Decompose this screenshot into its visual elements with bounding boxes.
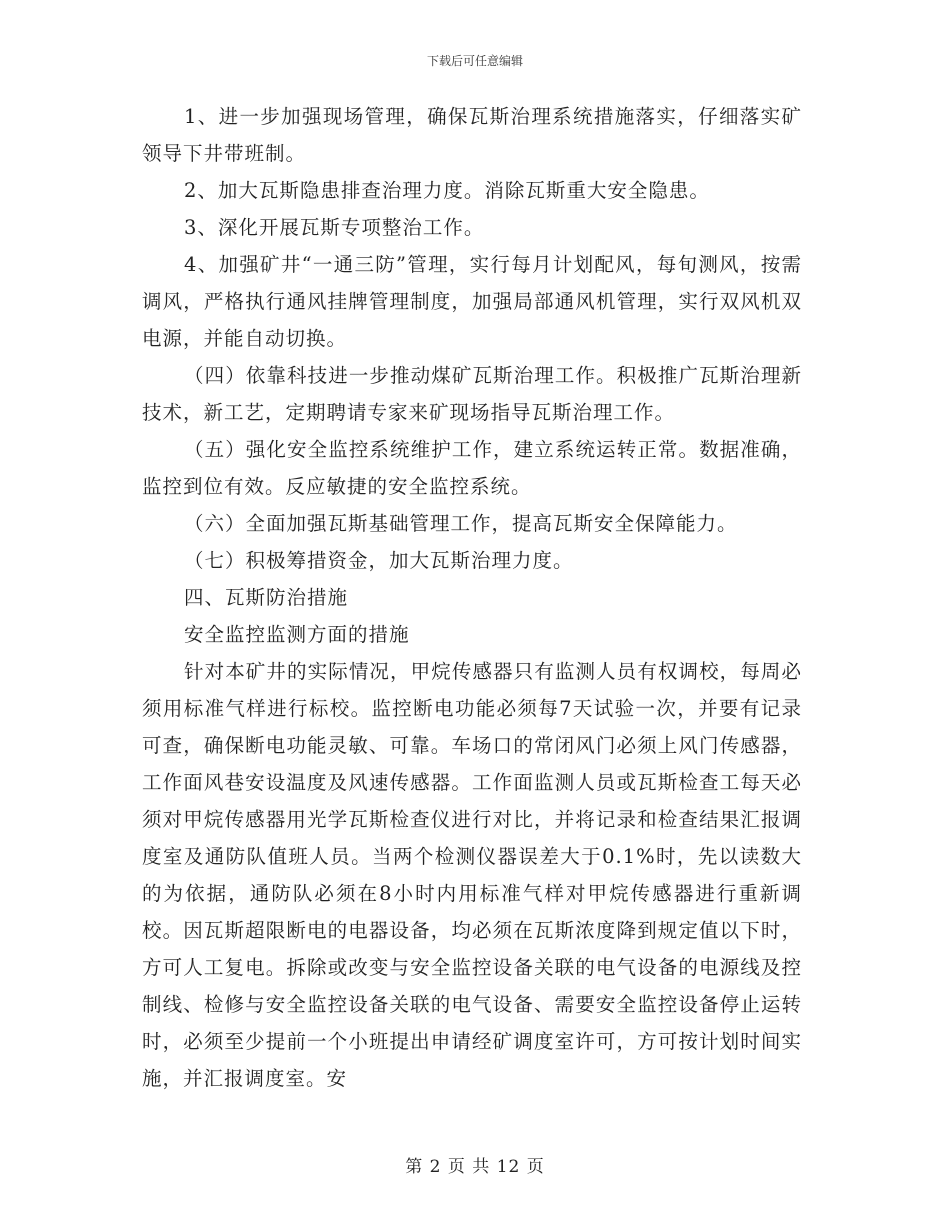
paragraph-item-4: 4、加强矿井“一通三防”管理，实行每月计划配风，每旬测风，按需调风，严格执行通风挂牌管理制度，加强局部通风机管理，实行双风机双电源，并能自动切换。 xyxy=(142,253,802,350)
header-note: 下载后可任意编辑 xyxy=(426,54,523,68)
paragraph-monitoring-measures: 针对本矿井的实际情况，甲烷传感器只有监测人员有权调校，每周必须用标准气样进行标校。监控断电功能必须每7天试验一次，并要有记录可查，确保断电功能灵敏、可靠。车场口的常闭风门必须上风门传感器，工作面风巷安设温度及风速传感器。工作面监测人员或瓦斯检查工每天必须对甲烷传感器用光学瓦斯检查仪进行对比，并将记录和检查结果汇报调度室及通防队值班人员。当两个检测仪器误差大于0.1%时，先以读数大的为依据，通防队必须在8小时内用标准气样对甲烷传感器进行重新调校。因瓦斯超限断电的电器设备，均必须在瓦斯浓度降到规定值以下时，方可人工复电。拆除或改变与安全监控设备关联的电气设备的电源线及控制线、检修与安全监控设备关联的电气设备、需要安全监控设备停止运转时，必须至少提前一个小班提出申请经矿调度室许可，方可按计划时间实施，并汇报调度室。安 xyxy=(142,660,802,1090)
paragraph-item-2: 2、加大瓦斯隐患排查治理力度。消除瓦斯重大安全隐患。 xyxy=(184,179,710,202)
paragraph-section-5: （五）强化安全监控系统维护工作，建立系统运转正常。数据准确，监控到位有效。反应敏捷的安全监控系统。 xyxy=(142,438,802,498)
paragraph-section-4: （四）依靠科技进一步推动煤矿瓦斯治理工作。积极推广瓦斯治理新技术，新工艺，定期聘请专家来矿现场指导瓦斯治理工作。 xyxy=(142,364,802,424)
section-heading: 四、瓦斯防治措施 xyxy=(184,586,349,609)
document-body xyxy=(142,98,802,1097)
paragraph-section-6: （六）全面加强瓦斯基础管理工作，提高瓦斯安全保障能力。 xyxy=(184,512,738,535)
paragraph-item-1: 1、进一步加强现场管理，确保瓦斯治理系统措施落实，仔细落实矿领导下井带班制。 xyxy=(142,105,802,165)
paragraph-item-3: 3、深化开展瓦斯专项整治工作。 xyxy=(184,216,485,239)
paragraph-section-7: （七）积极筹措资金，加大瓦斯治理力度。 xyxy=(184,549,574,572)
subsection-heading: 安全监控监测方面的措施 xyxy=(184,623,410,646)
page-number-footer: 第 2 页 共 12 页 xyxy=(405,1157,545,1177)
